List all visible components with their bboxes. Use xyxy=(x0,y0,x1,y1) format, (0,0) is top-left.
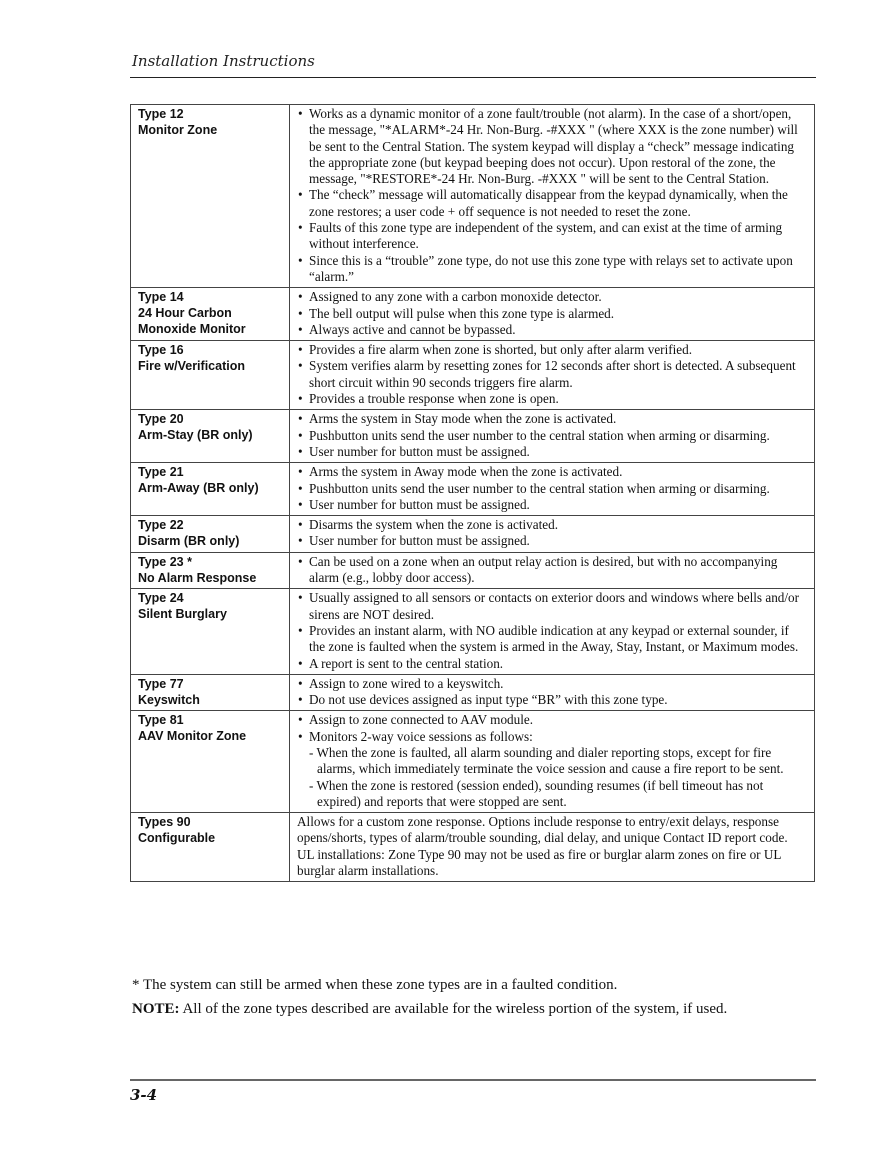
zone-type-name xyxy=(131,341,290,410)
zone-type-label-line: 24 Hour Carbon xyxy=(138,306,232,321)
zone-type-label-line: AAV Monitor Zone xyxy=(138,729,247,744)
zone-type-row xyxy=(131,463,815,516)
bullet-list xyxy=(297,676,808,709)
bullet-list xyxy=(297,712,808,745)
zone-types-table xyxy=(130,104,815,882)
bullet-item: • Since this is a “trouble” zone type, do not use this zone type with relays set to activate upon “alarm.” xyxy=(297,253,808,286)
bullet-item: • Always active and cannot be bypassed. xyxy=(297,322,808,338)
header-rule xyxy=(130,77,816,78)
zone-type-label-line: Type 22 xyxy=(138,518,184,533)
zone-type-label-line: Silent Burglary xyxy=(138,607,227,622)
bullet-item: • Provides a fire alarm when zone is shorted, but only after alarm verified. xyxy=(297,342,808,358)
zone-type-label-line: Type 23 * xyxy=(138,554,192,569)
zone-type-label-line: Monitor Zone xyxy=(138,123,218,137)
bullet-list xyxy=(297,106,808,285)
zone-type-row xyxy=(131,410,815,463)
bullet-item: • Usually assigned to all sensors or contacts on exterior doors and windows where bells and/or sirens are NOT desired. xyxy=(297,590,808,623)
zone-type-name xyxy=(131,463,290,516)
bullet-item: • Works as a dynamic monitor of a zone fault/trouble (not alarm). In the case of a short/open, the message, "*ALARM*-24 Hr. Non-Burg. -#XXX " (where XXX is the zone number) will be sent to the Central Station. The system keypad will display a “check” message indicating the appropriate zone (but keypad beeping does not occur). Upon restoral of the zone, the message, "*RESTORE*-24 Hr. Non-Burg. -#XXX " will be sent to the Central Station. xyxy=(297,106,808,187)
zone-type-label-line: Arm-Away (BR only) xyxy=(138,481,259,496)
zone-type-label-line: Disarm (BR only) xyxy=(138,534,240,549)
zone-type-label-line: Configurable xyxy=(138,831,216,846)
bullet-item: • Assigned to any zone with a carbon monoxide detector. xyxy=(297,289,808,305)
bullet-item: • Assign to zone connected to AAV module. xyxy=(297,712,808,728)
bullet-item: • The “check” message will automatically disappear from the keypad dynamically, when the zone restores; a user code + off sequence is not needed to reset the zone. xyxy=(297,187,808,220)
zone-type-label-line: Type 14 xyxy=(138,290,184,305)
zone-type-name xyxy=(131,674,290,711)
zone-type-description xyxy=(290,813,815,882)
bullet-list xyxy=(297,590,808,671)
zone-type-description xyxy=(290,516,815,553)
footer-rule xyxy=(130,1079,816,1081)
bullet-list xyxy=(297,517,808,550)
zone-type-label-line: Type 12 xyxy=(138,107,184,121)
zone-type-name xyxy=(131,552,290,589)
bullet-item: • Arms the system in Stay mode when the zone is activated. xyxy=(297,411,808,427)
zone-type-description xyxy=(290,589,815,674)
bullet-list xyxy=(297,342,808,407)
footnote: * The system can still be armed when these zone types are in a faulted condition. xyxy=(132,977,618,993)
zone-type-description xyxy=(290,463,815,516)
zone-type-label-line: Type 20 xyxy=(138,412,184,427)
zone-type-description xyxy=(290,288,815,341)
zone-type-description xyxy=(290,341,815,410)
description-paragraph: UL installations: Zone Type 90 may not be used as fire or burglar alarm zones on fire or UL burglar alarm installations. xyxy=(297,846,781,879)
zone-type-label-line: Fire w/Verification xyxy=(138,359,245,374)
zone-type-row xyxy=(131,341,815,410)
zone-type-description xyxy=(290,552,815,589)
zone-type-description xyxy=(290,674,815,711)
bullet-item: • Arms the system in Away mode when the zone is activated. xyxy=(297,464,808,480)
zone-type-name xyxy=(131,516,290,553)
zone-type-description xyxy=(290,711,815,813)
note-text: All of the zone types described are available for the wireless portion of the system, if used. xyxy=(179,1001,728,1017)
zone-type-name xyxy=(131,813,290,882)
zone-type-row xyxy=(131,288,815,341)
bullet-item: • The bell output will pulse when this zone type is alarmed. xyxy=(297,306,808,322)
zone-type-row xyxy=(131,516,815,553)
bullet-item: • Provides a trouble response when zone is open. xyxy=(297,391,808,407)
zone-type-name xyxy=(131,288,290,341)
bullet-item: • User number for button must be assigned. xyxy=(297,497,808,513)
bullet-list xyxy=(297,289,808,338)
description-paragraph: Allows for a custom zone response. Options include response to entry/exit delays, response opens/shorts, types of alarm/trouble sounding, dial delay, and unique Contact ID report code. xyxy=(297,814,788,846)
note xyxy=(132,1000,822,1018)
zone-type-label-line: Type 77 xyxy=(138,676,184,691)
zone-type-row xyxy=(131,813,815,882)
sub-item: - When the zone is restored (session ended), sounding resumes (if bell timeout has not expired) and reports that were stopped are sent. xyxy=(309,777,764,809)
zone-type-description xyxy=(290,410,815,463)
bullet-item: • User number for button must be assigned. xyxy=(297,444,808,460)
bullet-item: • Monitors 2-way voice sessions as follows: xyxy=(297,729,808,745)
zone-type-name xyxy=(131,711,290,813)
bullet-list xyxy=(297,411,808,460)
bullet-item: • User number for button must be assigned. xyxy=(297,533,808,549)
bullet-item: • Pushbutton units send the user number to the central station when arming or disarming. xyxy=(297,481,808,497)
zone-type-row xyxy=(131,589,815,674)
zone-type-row xyxy=(131,674,815,711)
bullet-item: • Faults of this zone type are independent of the system, and can exist at the time of arming without interference. xyxy=(297,220,808,253)
zone-type-label-line: Keyswitch xyxy=(138,692,200,707)
zone-type-row xyxy=(131,711,815,813)
zone-type-row xyxy=(131,552,815,589)
bullet-item: • Do not use devices assigned as input type “BR” with this zone type. xyxy=(297,692,808,708)
zone-type-description xyxy=(290,105,815,288)
bullet-item: • A report is sent to the central station. xyxy=(297,656,808,672)
zone-type-name xyxy=(131,410,290,463)
note-label: NOTE: xyxy=(132,1001,180,1017)
zone-type-label-line: Types 90 xyxy=(138,815,191,830)
zone-types-table-body xyxy=(131,105,815,882)
sub-item: - When the zone is faulted, all alarm sounding and dialer reporting stops, except for fire alarms, which immediately terminate the voice session and cause a fire report to be sent. xyxy=(309,744,784,777)
page-number: 3-4 xyxy=(130,1086,158,1104)
bullet-item: • Disarms the system when the zone is activated. xyxy=(297,517,808,533)
zone-type-name xyxy=(131,105,290,288)
zone-type-label-line: Arm-Stay (BR only) xyxy=(138,428,253,443)
bullet-item: • System verifies alarm by resetting zones for 12 seconds after short is detected. A subsequent short circuit within 90 seconds triggers fire alarm. xyxy=(297,358,808,391)
bullet-item: • Provides an instant alarm, with NO audible indication at any keypad or external sounder, if the zone is faulted when the system is armed in the Away, Stay, Instant, or Maximum modes. xyxy=(297,623,808,656)
zone-type-label-line: Type 24 xyxy=(138,591,184,606)
bullet-list xyxy=(297,554,808,587)
running-header: Installation Instructions xyxy=(132,52,315,70)
bullet-item: • Assign to zone wired to a keyswitch. xyxy=(297,676,808,692)
bullet-list xyxy=(297,464,808,513)
zone-type-name xyxy=(131,589,290,674)
zone-type-label-line: Type 16 xyxy=(138,343,184,358)
zone-type-label-line: Type 81 xyxy=(138,713,184,728)
sub-item-list xyxy=(297,745,808,810)
zone-type-label-line: No Alarm Response xyxy=(138,570,257,585)
zone-type-label-line: Monoxide Monitor xyxy=(138,322,246,337)
bullet-item: • Can be used on a zone when an output relay action is desired, but with no accompanying alarm (e.g., lobby door access). xyxy=(297,554,808,587)
zone-type-label-line: Type 21 xyxy=(138,465,184,480)
bullet-item: • Pushbutton units send the user number to the central station when arming or disarming. xyxy=(297,428,808,444)
zone-type-row xyxy=(131,105,815,288)
